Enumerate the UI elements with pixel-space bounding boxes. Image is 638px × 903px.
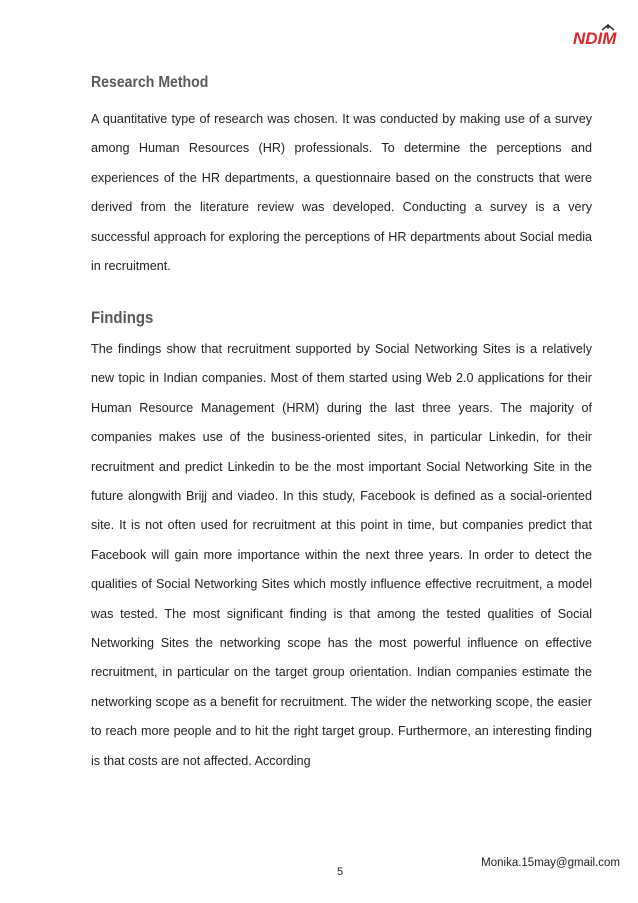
footer-email: Monika.15may@gmail.com xyxy=(481,857,620,869)
ndim-logo xyxy=(572,24,620,50)
research-method-heading: Research Method xyxy=(91,74,209,91)
svg-text:NDIM: NDIM xyxy=(573,29,617,48)
ndim-logo-icon xyxy=(572,24,620,50)
findings-paragraph: The findings show that recruitment supported by Social Networking Sites is a relatively new topic in Indian companies. Most of them started using Web 2.0 applications for their Human Resource Management (HRM) during the last three years. The majority of companies makes use of the business-oriented sites, in particular Linkedin, for their recruitment and predict Linkedin to be the most important Social Networking Site in the future alongwith Brijj and viadeo. In this study, Facebook is defined as a social-oriented site. It is not often used for recruitment at this point in time, but companies predict that Facebook will gain more importance within the next three years. In order to detect the qualities of Social Networking Sites which mostly influence effective recruitment, a model was tested. The most significant finding is that among the tested qualities of Social Networking Sites the networking scope has the most powerful influence on effective recruitment, in particular on the target group orientation. Indian companies estimate the networking scope as a benefit for recruitment. The wider the networking scope, the easier to reach more people and to hit the right target group. Furthermore, an interesting finding is that costs are not affected. According xyxy=(91,342,592,768)
page-number: 5 xyxy=(337,866,344,878)
research-method-paragraph: A quantitative type of research was chosen. It was conducted by making use of a survey among Human Resources (HR) professionals. To determine the perceptions and experiences of the HR departments, a questionnaire based on the constructs that were derived from the literature review was developed. Conducting a survey is a very successful approach for exploring the perceptions of HR departments about Social media in recruitment. xyxy=(91,112,592,274)
findings-heading: Findings xyxy=(91,308,154,327)
